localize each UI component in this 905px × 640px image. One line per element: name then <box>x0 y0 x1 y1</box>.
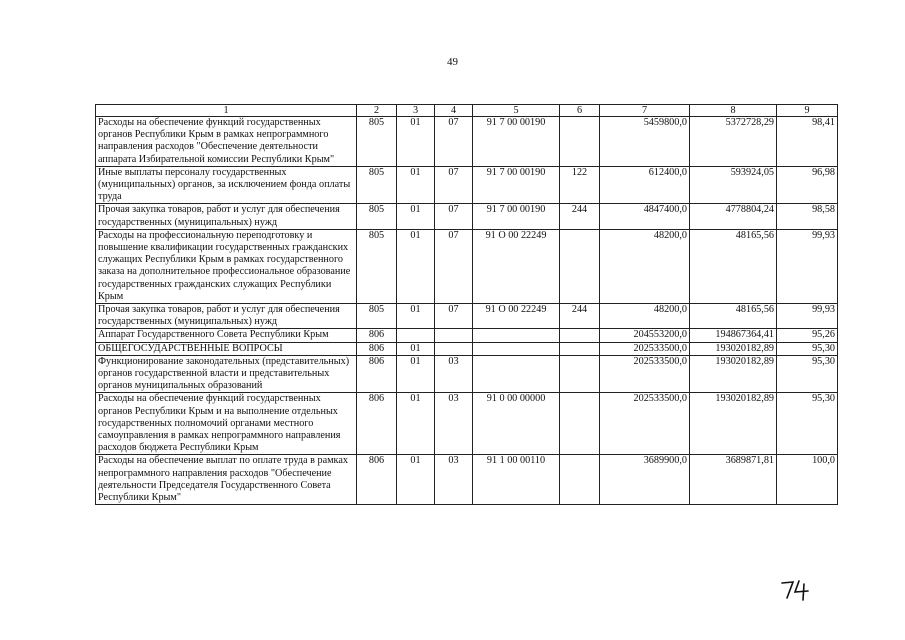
actual-amount: 48165,56 <box>690 229 777 303</box>
execution-percent: 95,30 <box>777 355 838 393</box>
col-header-4: 4 <box>435 105 473 117</box>
expense-name: ОБЩЕГОСУДАРСТВЕННЫЕ ВОПРОСЫ <box>96 342 357 355</box>
col-header-5: 5 <box>473 105 560 117</box>
ministry-code: 806 <box>357 355 397 393</box>
section-code <box>397 329 435 342</box>
execution-percent: 95,30 <box>777 393 838 455</box>
subsection-code <box>435 342 473 355</box>
expense-name: Расходы на профессиональную переподготовку и повышение квалификации государственных гражданских служащих Республики Крым в рамках государственного заказа на дополнительное профессиональное образование государственных гражданских служащих Республики Крым <box>96 229 357 303</box>
planned-amount: 5459800,0 <box>600 117 690 167</box>
ministry-code: 805 <box>357 229 397 303</box>
actual-amount: 5372728,29 <box>690 117 777 167</box>
planned-amount: 202533500,0 <box>600 342 690 355</box>
table-row <box>96 355 838 393</box>
section-code: 01 <box>397 166 435 204</box>
ministry-code: 806 <box>357 393 397 455</box>
target-article-code <box>473 342 560 355</box>
col-header-6: 6 <box>560 105 600 117</box>
table-row <box>96 342 838 355</box>
section-code: 01 <box>397 455 435 505</box>
expense-type-code <box>560 455 600 505</box>
expense-type-code <box>560 342 600 355</box>
header-row <box>96 105 838 117</box>
expense-type-code <box>560 329 600 342</box>
expense-name: Прочая закупка товаров, работ и услуг для обеспечения государственных (муниципальных) нужд <box>96 204 357 229</box>
col-header-9: 9 <box>777 105 838 117</box>
ministry-code: 805 <box>357 117 397 167</box>
section-code: 01 <box>397 355 435 393</box>
target-article-code: 91 О 00 22249 <box>473 304 560 329</box>
actual-amount: 193020182,89 <box>690 342 777 355</box>
expense-type-code: 244 <box>560 304 600 329</box>
planned-amount: 4847400,0 <box>600 204 690 229</box>
expense-name: Иные выплаты персоналу государственных (муниципальных) органов, за исключением фонда оплаты труда <box>96 166 357 204</box>
handwritten-page-mark <box>779 578 811 602</box>
target-article-code: 91 О 00 22249 <box>473 229 560 303</box>
section-code: 01 <box>397 229 435 303</box>
expense-name: Аппарат Государственного Совета Республики Крым <box>96 329 357 342</box>
planned-amount: 612400,0 <box>600 166 690 204</box>
table-row <box>96 229 838 303</box>
execution-percent: 100,0 <box>777 455 838 505</box>
col-header-3: 3 <box>397 105 435 117</box>
execution-percent: 95,26 <box>777 329 838 342</box>
subsection-code: 07 <box>435 204 473 229</box>
ministry-code: 806 <box>357 342 397 355</box>
expense-name: Расходы на обеспечение функций государственных органов Республики Крым и на выполнение отдельных государственных полномочий органами местного самоуправления в рамках непрограммного направления расходов бюджета Республики Крым <box>96 393 357 455</box>
planned-amount: 48200,0 <box>600 229 690 303</box>
expense-name: Расходы на обеспечение выплат по оплате труда в рамках непрограммного направления расходов "Обеспечение деятельности Председателя Государственного Совета Республики Крым" <box>96 455 357 505</box>
ministry-code: 805 <box>357 204 397 229</box>
actual-amount: 193020182,89 <box>690 393 777 455</box>
subsection-code: 07 <box>435 117 473 167</box>
section-code: 01 <box>397 304 435 329</box>
col-header-2: 2 <box>357 105 397 117</box>
execution-percent: 99,93 <box>777 304 838 329</box>
execution-percent: 99,93 <box>777 229 838 303</box>
subsection-code: 07 <box>435 304 473 329</box>
actual-amount: 4778804,24 <box>690 204 777 229</box>
execution-percent: 98,58 <box>777 204 838 229</box>
col-header-1: 1 <box>96 105 357 117</box>
target-article-code <box>473 329 560 342</box>
execution-percent: 96,98 <box>777 166 838 204</box>
expense-type-code <box>560 229 600 303</box>
section-code: 01 <box>397 342 435 355</box>
target-article-code <box>473 355 560 393</box>
actual-amount: 48165,56 <box>690 304 777 329</box>
target-article-code: 91 7 00 00190 <box>473 117 560 167</box>
table-row <box>96 329 838 342</box>
actual-amount: 193020182,89 <box>690 355 777 393</box>
page-number: 49 <box>447 56 458 68</box>
subsection-code: 03 <box>435 393 473 455</box>
section-code: 01 <box>397 393 435 455</box>
table-row <box>96 393 838 455</box>
execution-percent: 98,41 <box>777 117 838 167</box>
planned-amount: 202533500,0 <box>600 393 690 455</box>
ministry-code: 805 <box>357 166 397 204</box>
expense-name: Расходы на обеспечение функций государственных органов Республики Крым в рамках непрограммного направления расходов "Обеспечение деятельности аппарата Избирательной комиссии Республики Крым" <box>96 117 357 167</box>
target-article-code: 91 0 00 00000 <box>473 393 560 455</box>
section-code: 01 <box>397 117 435 167</box>
ministry-code: 806 <box>357 455 397 505</box>
table-row <box>96 166 838 204</box>
expense-name: Прочая закупка товаров, работ и услуг для обеспечения государственных (муниципальных) нужд <box>96 304 357 329</box>
expense-type-code <box>560 393 600 455</box>
expense-type-code <box>560 117 600 167</box>
actual-amount: 194867364,41 <box>690 329 777 342</box>
expense-type-code <box>560 355 600 393</box>
col-header-7: 7 <box>600 105 690 117</box>
ministry-code: 806 <box>357 329 397 342</box>
budget-table <box>95 104 838 505</box>
subsection-code <box>435 329 473 342</box>
execution-percent: 95,30 <box>777 342 838 355</box>
target-article-code: 91 1 00 00110 <box>473 455 560 505</box>
col-header-8: 8 <box>690 105 777 117</box>
actual-amount: 3689871,81 <box>690 455 777 505</box>
table-row <box>96 304 838 329</box>
subsection-code: 03 <box>435 455 473 505</box>
ministry-code: 805 <box>357 304 397 329</box>
section-code: 01 <box>397 204 435 229</box>
planned-amount: 48200,0 <box>600 304 690 329</box>
target-article-code: 91 7 00 00190 <box>473 166 560 204</box>
table-row <box>96 117 838 167</box>
subsection-code: 07 <box>435 166 473 204</box>
actual-amount: 593924,05 <box>690 166 777 204</box>
target-article-code: 91 7 00 00190 <box>473 204 560 229</box>
expense-name: Функционирование законодательных (представительных) органов государственной власти и представительных органов муниципальных образований <box>96 355 357 393</box>
table-row <box>96 204 838 229</box>
subsection-code: 03 <box>435 355 473 393</box>
subsection-code: 07 <box>435 229 473 303</box>
planned-amount: 202533500,0 <box>600 355 690 393</box>
table-row <box>96 455 838 505</box>
expense-type-code: 244 <box>560 204 600 229</box>
planned-amount: 204553200,0 <box>600 329 690 342</box>
planned-amount: 3689900,0 <box>600 455 690 505</box>
expense-type-code: 122 <box>560 166 600 204</box>
